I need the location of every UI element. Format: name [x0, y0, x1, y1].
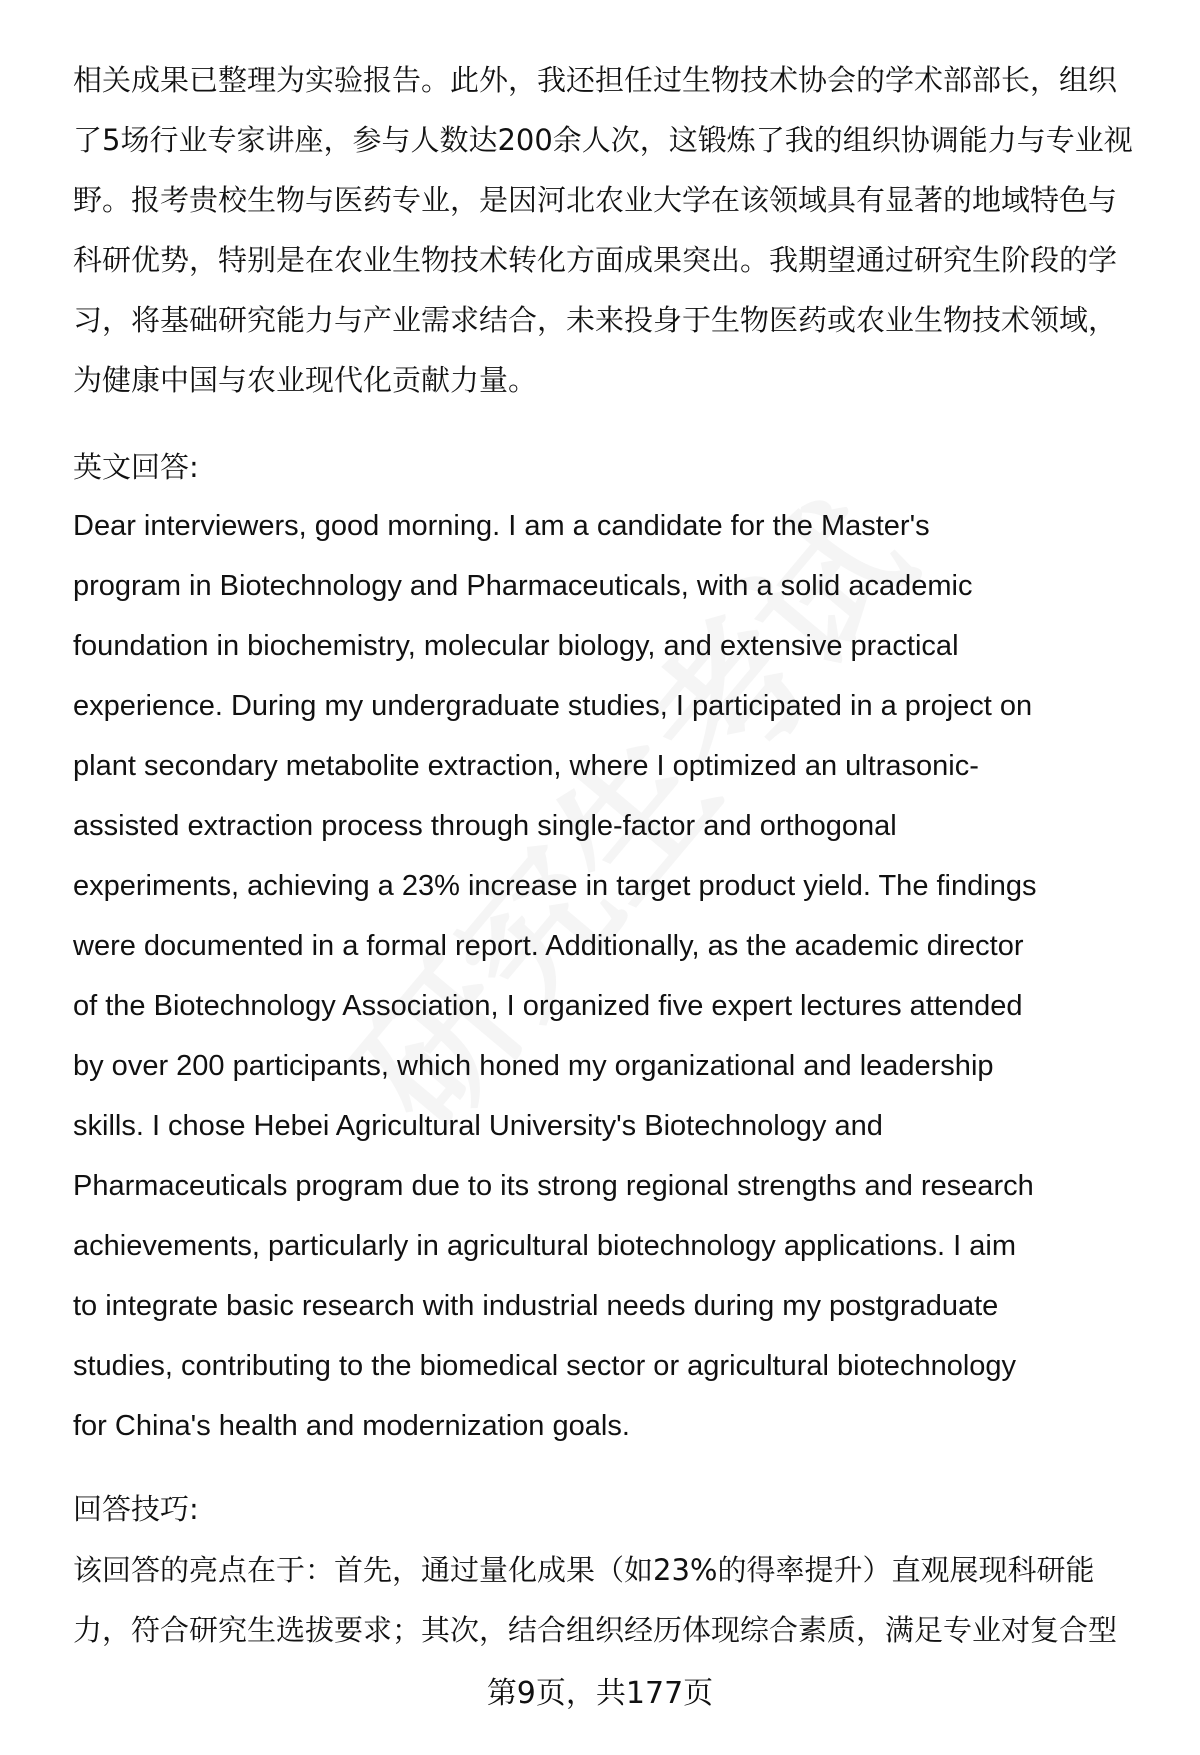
- page-number: 第9页，共177页: [486, 1676, 714, 1711]
- text-line: 科研优势，特别是在农业生物技术转化方面成果突出。我期望通过研究生阶段的学: [73, 243, 1118, 277]
- text-line: to integrate basic research with industrial needs during my postgraduate: [73, 1290, 999, 1322]
- text-line: 了5场行业专家讲座，参与人数达200余人次，这锻炼了我的组织协调能力与专业视: [73, 123, 1133, 157]
- text-line: 野。报考贵校生物与医药专业，是因河北农业大学在该领域具有显著的地域特色与: [73, 183, 1118, 217]
- text-line: assisted extraction process through single-factor and orthogonal: [73, 810, 897, 842]
- text-line: 为健康中国与农业现代化贡献力量。: [73, 363, 538, 397]
- text-line: program in Biotechnology and Pharmaceuticals, with a solid academic: [73, 570, 973, 602]
- text-line: Dear interviewers, good morning. I am a candidate for the Master's: [73, 510, 930, 542]
- text-line: of the Biotechnology Association, I organized five expert lectures attended: [73, 990, 1023, 1022]
- tips-paragraph: [73, 1540, 1160, 1660]
- text-line: 该回答的亮点在于：首先，通过量化成果（如23%的得率提升）直观展现科研能: [73, 1553, 1095, 1587]
- text-line: Pharmaceuticals program due to its strong regional strengths and research: [73, 1170, 1034, 1202]
- text-line: experiments, achieving a 23% increase in target product yield. The findings: [73, 870, 1037, 902]
- text-line: for China's health and modernization goals.: [73, 1410, 630, 1442]
- text-line: 力，符合研究生选拔要求；其次，结合组织经历体现综合素质，满足专业对复合型: [73, 1613, 1118, 1647]
- tips-heading: 回答技巧:: [73, 1492, 199, 1526]
- text-line: skills. I chose Hebei Agricultural University's Biotechnology and: [73, 1110, 883, 1142]
- text-line: studies, contributing to the biomedical sector or agricultural biotechnology: [73, 1350, 1017, 1382]
- text-line: experience. During my undergraduate studies, I participated in a project on: [73, 690, 1033, 722]
- text-line: plant secondary metabolite extraction, where I optimized an ultrasonic-: [73, 750, 979, 782]
- text-line: 相关成果已整理为实验报告。此外，我还担任过生物技术协会的学术部部长，组织: [73, 63, 1118, 97]
- text-line: foundation in biochemistry, molecular biology, and extensive practical: [73, 630, 959, 662]
- text-line: 习，将基础研究能力与产业需求结合，未来投身于生物医药或农业生物技术领域，: [73, 303, 1118, 337]
- text-line: achievements, particularly in agricultural biotechnology applications. I aim: [73, 1230, 1016, 1262]
- english-answer-heading: 英文回答:: [73, 450, 199, 484]
- english-answer: [73, 496, 1160, 1456]
- text-line: were documented in a formal report. Additionally, as the academic director: [73, 930, 1024, 962]
- intro-paragraph: [73, 50, 1160, 410]
- text-line: by over 200 participants, which honed my organizational and leadership: [73, 1050, 994, 1082]
